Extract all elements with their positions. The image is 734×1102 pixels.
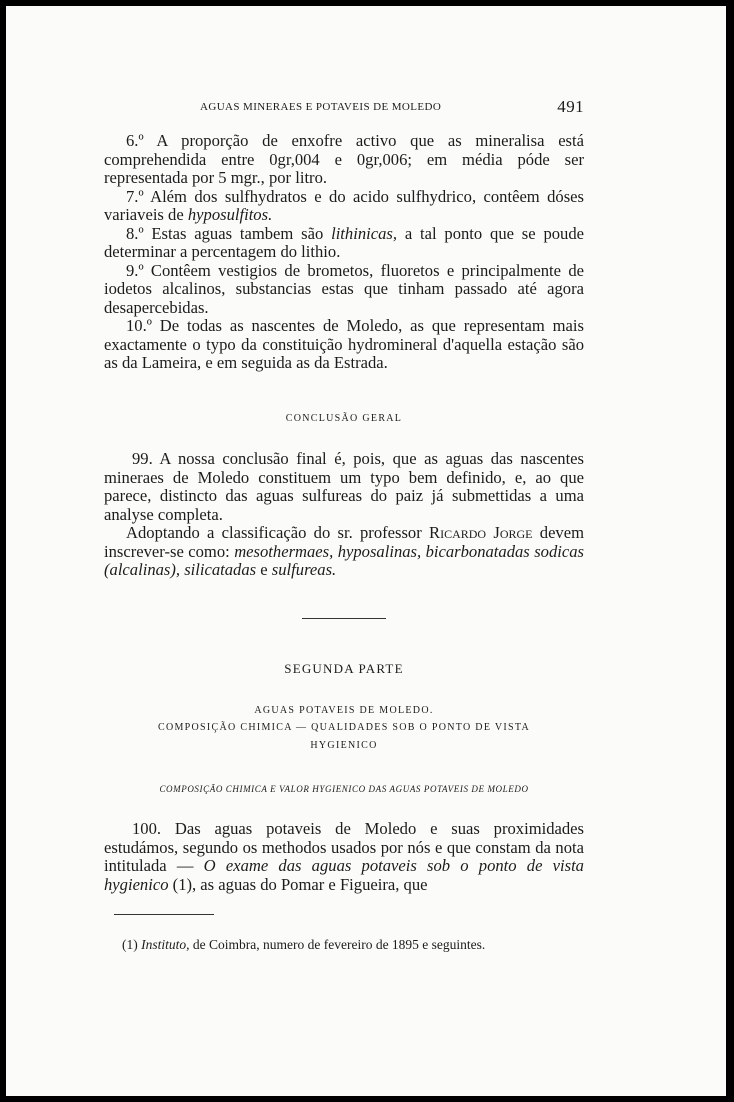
author-name: Ricardo Jorge [429,523,533,542]
section-heading-wrap [104,780,584,799]
item-7 [104,188,584,225]
item-8-term: lithinicas, [331,223,397,243]
segunda-parte-subtitle [134,702,554,755]
footnote-source: Instituto, [141,937,190,952]
item-8-text-b: a tal ponto que se poude determinar a percentagem do lithio. [104,223,584,261]
part-title: SEGUNDA PARTE [284,661,404,676]
p100-cited-title: O exame das aguas potaveis sob o ponto de vista hygienico [104,856,584,894]
classification-and: e [256,560,272,579]
adopt-text-a: Adoptando a classificação do sr. professor [126,523,430,542]
classification-sulfureas: sulfureas. [271,560,337,579]
item-10: 10.º De todas as nascentes de Moledo, as que representam mais exactamente o typo da constituição hydromineral d'aquella estação são as da Lameira, e em seguida as da Estrada. [104,316,584,372]
classification-silicatadas: silicatadas [184,560,257,579]
footnote-text [122,936,584,953]
section-heading: COMPOSIÇÃO CHIMICA E VALOR HYGIENICO DAS AGUAS POTAVEIS DE MOLEDO [159,784,529,794]
conclusao-body [104,450,584,580]
adopt-text-b: devem inscrever-se como: [104,523,584,561]
p100-text-a: 100. Das aguas potaveis de Moledo e suas proximidades estudámos, segundo os methodos usados por nós e que constam da nota intitulada — [104,819,584,875]
conclusao-heading: CONCLUSÃO GERAL [285,413,403,424]
item-7-term: hyposulfitos. [187,205,273,224]
footnote-mark: (1) [122,937,142,952]
footnote-rest: de Coimbra, numero de fevereiro de 1895 e seguintes. [189,937,486,952]
paragraph-100 [104,820,584,894]
item-9: 9.º Contêem vestigios de brometos, fluoretos e principalmente de iodetos alcalinos, substancias estas que tinham passado até agora desapercebidas. [104,260,584,317]
segunda-parte-heading-wrap [104,660,584,679]
book-page [6,6,726,1096]
section-divider [302,618,386,619]
subtitle-1: AGUAS POTAVEIS DE MOLEDO. [254,705,434,716]
item-6: 6.º A proporção de enxofre activo que as mineralisa está comprehendida entre 0gr,004 e 0gr,006; em média póde ser representada por 5 mgr., por litro. [104,131,584,187]
item-8-text-a: 8.º Estas aguas tambem são [126,223,332,243]
running-header [104,99,584,119]
conclusions-list [104,132,584,373]
subtitle-2: COMPOSIÇÃO CHIMICA — QUALIDADES SOB O PONTO DE VISTA HYGIENICO [157,722,530,751]
classification-terms: mesothermaes, hyposalinas, bicarbonatadas sodicas [234,541,584,561]
running-title: AGUAS MINERAES E POTAVEIS DE MOLEDO [200,101,442,113]
conclusao-heading-wrap [104,410,584,429]
paragraph-adopt [104,524,584,580]
footnote-rule [114,914,214,915]
item-7-text: 7.º Além dos sulfhydratos e do acido sulfhydrico, contêem dóses variaveis de [104,186,584,224]
paragraph-100-wrap [104,820,584,894]
footnote [122,936,584,953]
paragraph-99: 99. A nossa conclusão final é, pois, que as aguas das nascentes mineraes de Moledo constituem um typo bem definido, e, ao que parece, distincto das aguas sulfureas do paiz já submettidas a uma analyse completa. [104,449,584,524]
item-8 [104,225,584,262]
p100-text-b: (1), as aguas do Pomar e Figueira, que [168,874,428,894]
classification-alcalinas: (alcalinas), [104,560,181,579]
page-number: 491 [557,97,584,116]
